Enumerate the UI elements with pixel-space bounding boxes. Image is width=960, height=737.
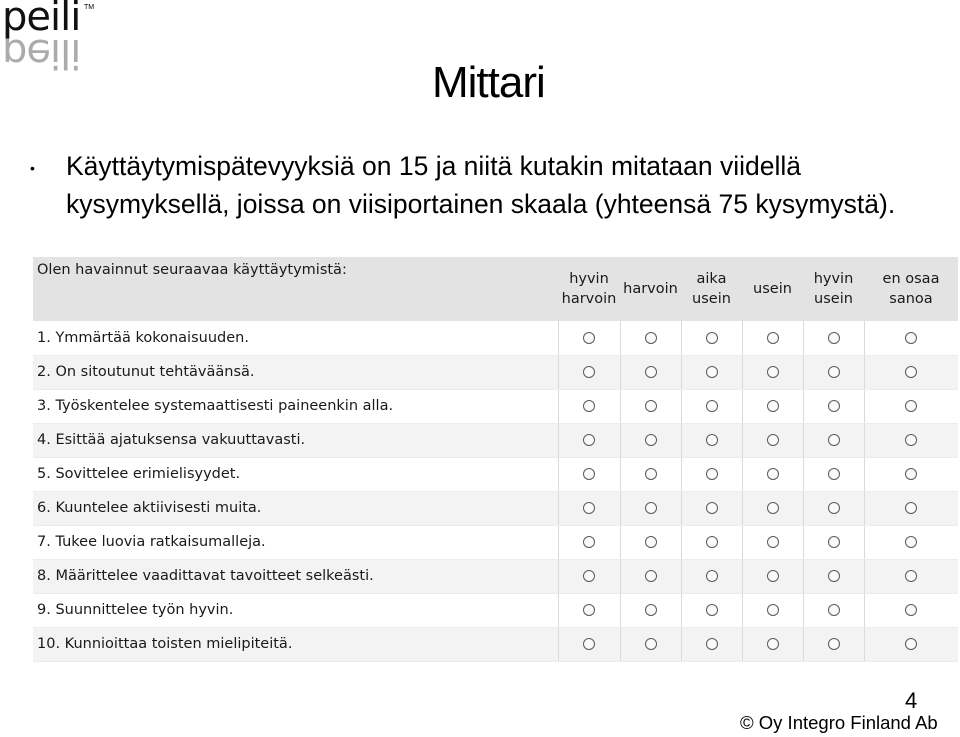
survey-option-cell bbox=[742, 457, 803, 491]
radio-button[interactable] bbox=[905, 604, 917, 616]
peili-logo bbox=[0, 0, 100, 80]
survey-option-cell bbox=[558, 593, 620, 627]
radio-button[interactable] bbox=[905, 468, 917, 480]
survey-option-cell bbox=[681, 525, 742, 559]
survey-question-text: 10. Kunnioittaa toisten mielipiteitä. bbox=[33, 627, 558, 661]
survey-column-header: en osaa sanoa bbox=[882, 271, 940, 307]
survey-option-cell bbox=[681, 559, 742, 593]
survey-option-cell bbox=[803, 457, 864, 491]
survey-option-cell bbox=[864, 457, 958, 491]
survey-option-cell bbox=[864, 423, 958, 457]
radio-button[interactable] bbox=[706, 638, 718, 650]
survey-question-text: 1. Ymmärtää kokonaisuuden. bbox=[33, 321, 558, 355]
survey-option-cell bbox=[803, 491, 864, 525]
radio-button[interactable] bbox=[828, 400, 840, 412]
radio-button[interactable] bbox=[645, 536, 657, 548]
radio-button[interactable] bbox=[583, 400, 595, 412]
survey-option-cell bbox=[558, 321, 620, 355]
bullet-text: Käyttäytymispätevyyksiä on 15 ja niitä kutakin mitataan viidellä kysymyksellä, joissa on viisiportainen skaala (yhteensä 75 kysymystä). bbox=[66, 151, 896, 219]
survey-question-text: 2. On sitoutunut tehtäväänsä. bbox=[33, 355, 558, 389]
radio-button[interactable] bbox=[645, 502, 657, 514]
survey-option-cell bbox=[864, 321, 958, 355]
radio-button[interactable] bbox=[905, 332, 917, 344]
radio-button[interactable] bbox=[645, 332, 657, 344]
survey-option-cell bbox=[620, 457, 681, 491]
survey-option-cell bbox=[558, 559, 620, 593]
radio-button[interactable] bbox=[583, 366, 595, 378]
survey-column-header: hyvin usein bbox=[813, 271, 854, 307]
survey-option-cell bbox=[620, 321, 681, 355]
radio-button[interactable] bbox=[645, 638, 657, 650]
radio-button[interactable] bbox=[767, 400, 779, 412]
survey-option-cell bbox=[681, 491, 742, 525]
bullet-icon: • bbox=[30, 160, 35, 176]
radio-button[interactable] bbox=[828, 434, 840, 446]
survey-column-header: harvoin bbox=[623, 281, 678, 297]
radio-button[interactable] bbox=[767, 332, 779, 344]
radio-button[interactable] bbox=[583, 332, 595, 344]
radio-button[interactable] bbox=[706, 468, 718, 480]
radio-button[interactable] bbox=[905, 400, 917, 412]
survey-option-cell bbox=[620, 627, 681, 661]
radio-button[interactable] bbox=[828, 366, 840, 378]
radio-button[interactable] bbox=[706, 400, 718, 412]
radio-button[interactable] bbox=[706, 502, 718, 514]
radio-button[interactable] bbox=[706, 536, 718, 548]
survey-option-cell bbox=[620, 593, 681, 627]
radio-button[interactable] bbox=[583, 502, 595, 514]
survey-question-text: 3. Työskentelee systemaattisesti paineenkin alla. bbox=[33, 389, 558, 423]
radio-button[interactable] bbox=[706, 434, 718, 446]
survey-option-cell bbox=[681, 627, 742, 661]
radio-button[interactable] bbox=[767, 468, 779, 480]
survey-row bbox=[33, 525, 958, 559]
radio-button[interactable] bbox=[583, 570, 595, 582]
survey-form bbox=[33, 257, 958, 661]
survey-option-cell bbox=[803, 355, 864, 389]
survey-option-cell bbox=[864, 593, 958, 627]
survey-option-cell bbox=[681, 593, 742, 627]
survey-option-cell bbox=[558, 423, 620, 457]
survey-option-cell bbox=[681, 355, 742, 389]
survey-option-cell bbox=[864, 491, 958, 525]
survey-question-header: Olen havainnut seuraavaa käyttäytymistä: bbox=[37, 262, 347, 278]
survey-question-text: 9. Suunnittelee työn hyvin. bbox=[33, 593, 558, 627]
survey-row bbox=[33, 491, 958, 525]
radio-button[interactable] bbox=[645, 570, 657, 582]
radio-button[interactable] bbox=[828, 570, 840, 582]
survey-option-cell bbox=[803, 593, 864, 627]
survey-table bbox=[33, 257, 958, 662]
survey-option-cell bbox=[681, 321, 742, 355]
radio-button[interactable] bbox=[828, 332, 840, 344]
survey-option-cell bbox=[803, 559, 864, 593]
survey-row bbox=[33, 559, 958, 593]
radio-button[interactable] bbox=[767, 502, 779, 514]
survey-option-cell bbox=[742, 321, 803, 355]
radio-button[interactable] bbox=[767, 434, 779, 446]
survey-option-cell bbox=[803, 389, 864, 423]
logo-text: peili bbox=[2, 0, 81, 40]
survey-option-cell bbox=[864, 627, 958, 661]
radio-button[interactable] bbox=[645, 604, 657, 616]
survey-row bbox=[33, 321, 958, 355]
survey-option-cell bbox=[558, 525, 620, 559]
radio-button[interactable] bbox=[583, 536, 595, 548]
survey-option-cell bbox=[742, 355, 803, 389]
survey-column-header: hyvin harvoin bbox=[561, 271, 617, 307]
radio-button[interactable] bbox=[905, 638, 917, 650]
radio-button[interactable] bbox=[828, 536, 840, 548]
radio-button[interactable] bbox=[645, 468, 657, 480]
logo-reflection: peili bbox=[2, 30, 81, 76]
survey-option-cell bbox=[620, 525, 681, 559]
radio-button[interactable] bbox=[583, 638, 595, 650]
radio-button[interactable] bbox=[905, 434, 917, 446]
radio-button[interactable] bbox=[706, 604, 718, 616]
survey-option-cell bbox=[558, 457, 620, 491]
radio-button[interactable] bbox=[828, 604, 840, 616]
survey-row bbox=[33, 627, 958, 661]
survey-option-cell bbox=[620, 355, 681, 389]
radio-button[interactable] bbox=[828, 468, 840, 480]
survey-option-cell bbox=[558, 389, 620, 423]
radio-button[interactable] bbox=[767, 638, 779, 650]
radio-button[interactable] bbox=[583, 604, 595, 616]
survey-option-cell bbox=[742, 389, 803, 423]
radio-button[interactable] bbox=[905, 366, 917, 378]
survey-column-header: usein bbox=[753, 281, 792, 297]
logo-trademark: TM bbox=[84, 4, 95, 11]
survey-row bbox=[33, 457, 958, 491]
radio-button[interactable] bbox=[767, 366, 779, 378]
survey-row bbox=[33, 593, 958, 627]
radio-button[interactable] bbox=[828, 502, 840, 514]
survey-option-cell bbox=[681, 457, 742, 491]
survey-option-cell bbox=[558, 355, 620, 389]
survey-option-cell bbox=[803, 423, 864, 457]
survey-option-cell bbox=[742, 491, 803, 525]
survey-option-cell bbox=[803, 321, 864, 355]
survey-option-cell bbox=[742, 593, 803, 627]
survey-option-cell bbox=[742, 559, 803, 593]
survey-option-cell bbox=[620, 491, 681, 525]
survey-option-cell bbox=[803, 525, 864, 559]
survey-option-cell bbox=[803, 627, 864, 661]
radio-button[interactable] bbox=[706, 366, 718, 378]
survey-row bbox=[33, 389, 958, 423]
survey-option-cell bbox=[681, 389, 742, 423]
radio-button[interactable] bbox=[583, 434, 595, 446]
survey-option-cell bbox=[864, 355, 958, 389]
survey-row bbox=[33, 423, 958, 457]
survey-option-cell bbox=[681, 423, 742, 457]
survey-option-cell bbox=[558, 627, 620, 661]
survey-option-cell bbox=[558, 491, 620, 525]
survey-row bbox=[33, 355, 958, 389]
survey-option-cell bbox=[742, 423, 803, 457]
survey-option-cell bbox=[620, 389, 681, 423]
page-number: 4 bbox=[905, 688, 918, 713]
radio-button[interactable] bbox=[767, 604, 779, 616]
survey-question-text: 6. Kuuntelee aktiivisesti muita. bbox=[33, 491, 558, 525]
radio-button[interactable] bbox=[828, 638, 840, 650]
radio-button[interactable] bbox=[706, 332, 718, 344]
survey-column-header: aika usein bbox=[692, 271, 731, 307]
slide-title: Mittari bbox=[432, 58, 545, 107]
copyright-text: © Oy Integro Finland Ab bbox=[740, 712, 938, 733]
survey-option-cell bbox=[864, 525, 958, 559]
survey-question-text: 8. Määrittelee vaadittavat tavoitteet selkeästi. bbox=[33, 559, 558, 593]
radio-button[interactable] bbox=[645, 400, 657, 412]
survey-question-text: 5. Sovittelee erimielisyydet. bbox=[33, 457, 558, 491]
survey-option-cell bbox=[864, 389, 958, 423]
radio-button[interactable] bbox=[767, 536, 779, 548]
radio-button[interactable] bbox=[583, 468, 595, 480]
radio-button[interactable] bbox=[645, 366, 657, 378]
radio-button[interactable] bbox=[645, 434, 657, 446]
survey-option-cell bbox=[742, 627, 803, 661]
radio-button[interactable] bbox=[905, 502, 917, 514]
survey-header-row bbox=[33, 257, 958, 321]
survey-option-cell bbox=[620, 559, 681, 593]
survey-option-cell bbox=[620, 423, 681, 457]
radio-button[interactable] bbox=[706, 570, 718, 582]
radio-button[interactable] bbox=[905, 536, 917, 548]
radio-button[interactable] bbox=[767, 570, 779, 582]
survey-question-text: 4. Esittää ajatuksensa vakuuttavasti. bbox=[33, 423, 558, 457]
radio-button[interactable] bbox=[905, 570, 917, 582]
survey-option-cell bbox=[742, 525, 803, 559]
survey-question-text: 7. Tukee luovia ratkaisumalleja. bbox=[33, 525, 558, 559]
survey-option-cell bbox=[864, 559, 958, 593]
